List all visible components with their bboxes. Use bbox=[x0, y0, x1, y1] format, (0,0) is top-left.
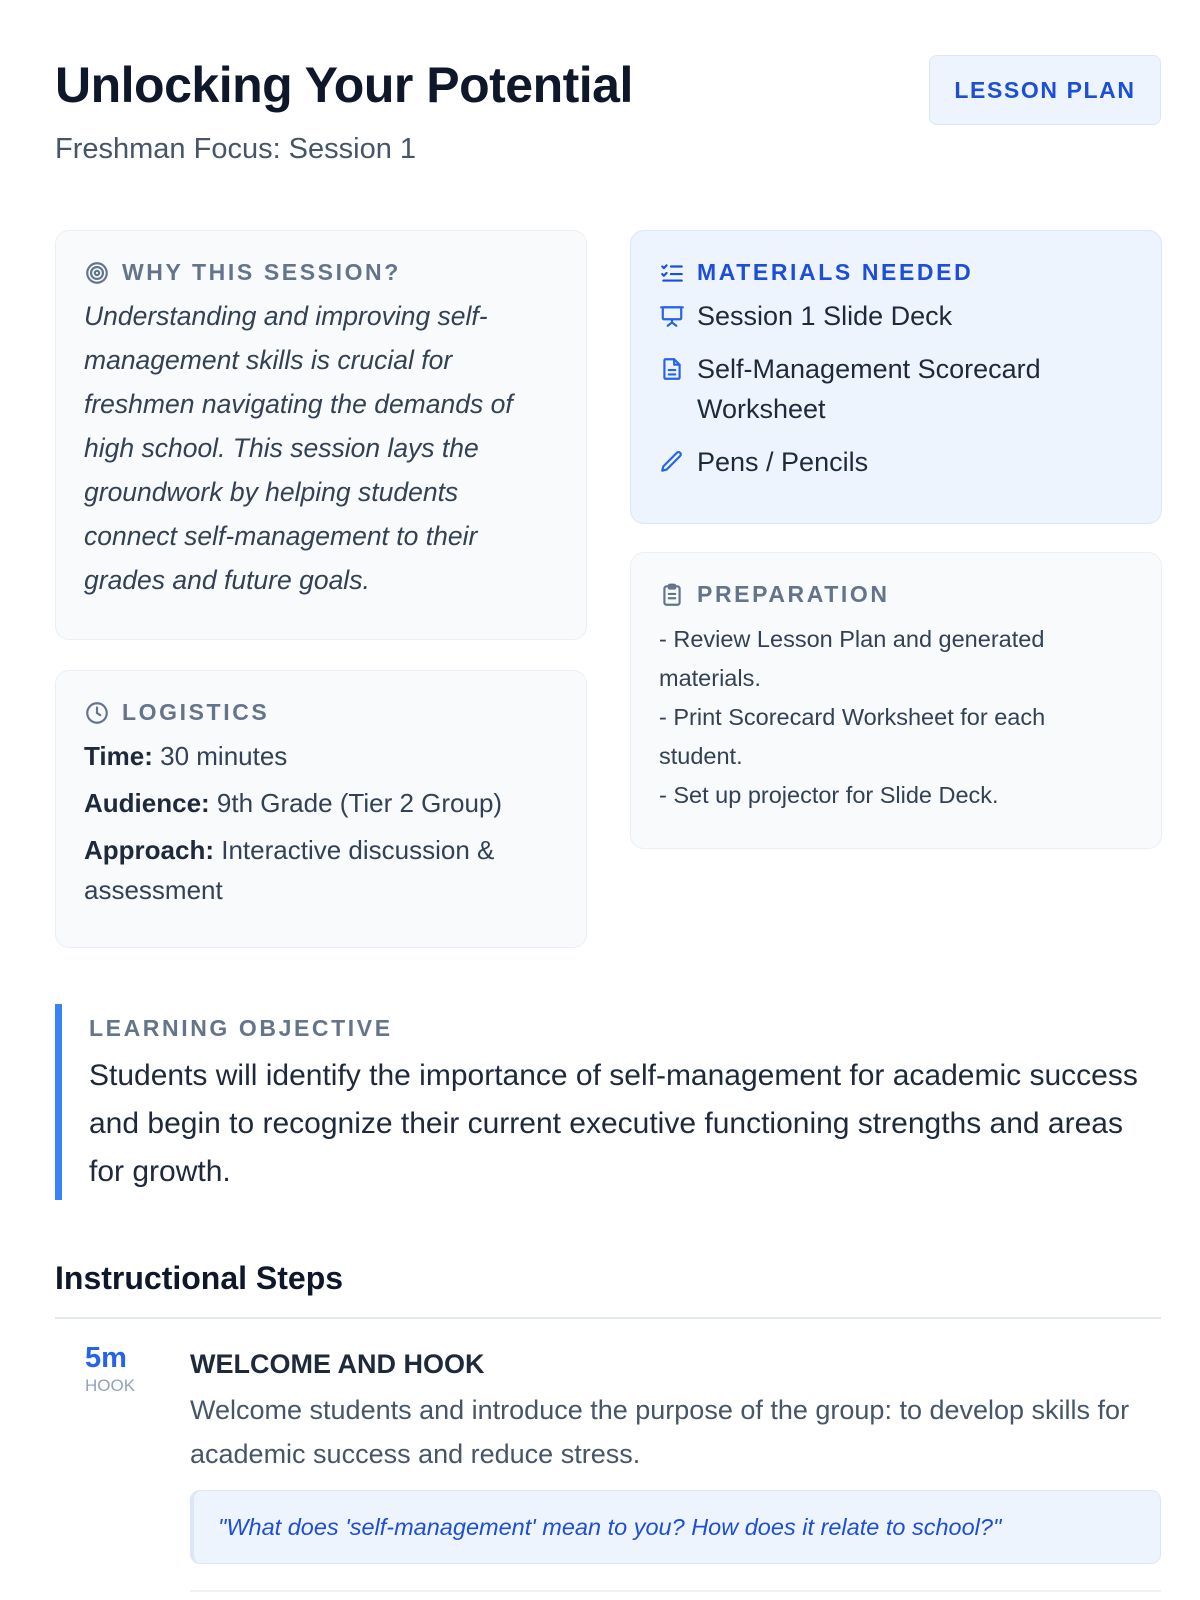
why-session-heading-label: WHY THIS SESSION? bbox=[122, 259, 401, 285]
learning-objective-text: Students will identify the importance of self-management for academic success and begin to recognize their current executive functioning strengths and areas for growth. bbox=[89, 1059, 1138, 1188]
logistics-heading-label: LOGISTICS bbox=[122, 699, 270, 725]
preparation-line: - Set up projector for Slide Deck. bbox=[659, 782, 999, 808]
logistics-audience bbox=[84, 783, 558, 823]
preparation-line: - Review Lesson Plan and generated bbox=[659, 626, 1045, 652]
presentation-icon bbox=[659, 303, 685, 329]
learning-objective bbox=[55, 1004, 1161, 1200]
preparation-line: student. bbox=[659, 743, 743, 769]
logistics-card bbox=[55, 670, 587, 948]
instructional-step bbox=[55, 1340, 1161, 1600]
why-session-heading bbox=[84, 259, 558, 286]
logistics-time-label: Time: bbox=[84, 741, 153, 771]
page-title: Unlocking Your Potential bbox=[55, 57, 633, 113]
material-item-label: Self-Management Scorecard Worksheet bbox=[697, 354, 1041, 424]
preparation-line: materials. bbox=[659, 665, 761, 691]
clock-icon bbox=[84, 700, 110, 726]
material-item bbox=[659, 349, 1133, 429]
step-duration-block bbox=[85, 1340, 135, 1396]
step-body bbox=[190, 1340, 1161, 1564]
logistics-audience-label: Audience: bbox=[84, 788, 210, 818]
logistics-time-value: 30 minutes bbox=[160, 741, 288, 771]
discussion-prompt: "What does 'self-management' mean to you? How does it relate to school?" bbox=[190, 1490, 1161, 1564]
logistics-audience-value: 9th Grade (Tier 2 Group) bbox=[216, 788, 503, 818]
target-icon bbox=[84, 260, 110, 286]
step-title: WELCOME AND HOOK bbox=[190, 1349, 485, 1379]
document-icon bbox=[659, 356, 685, 382]
page-header bbox=[55, 55, 1161, 175]
preparation-heading-label: PREPARATION bbox=[697, 581, 890, 607]
logistics-approach-label: Approach: bbox=[84, 835, 214, 865]
preparation-card bbox=[630, 552, 1162, 849]
material-item-label: Pens / Pencils bbox=[697, 447, 869, 477]
material-item-label: Session 1 Slide Deck bbox=[697, 301, 953, 331]
materials-card bbox=[630, 230, 1162, 524]
step-description: Welcome students and introduce the purpose of the group: to develop skills for academic success and reduce stress. bbox=[190, 1395, 1130, 1469]
logistics-time bbox=[84, 736, 558, 776]
preparation-line: - Print Scorecard Worksheet for each bbox=[659, 704, 1046, 730]
checklist-icon bbox=[659, 260, 685, 286]
step-duration: 5m bbox=[85, 1342, 127, 1374]
why-session-body: Understanding and improving self-management skills is crucial for freshmen navigating the demands of high school. This session lays the groundwork by helping students connect self-management to their grades and future goals. bbox=[84, 301, 513, 595]
materials-heading-label: MATERIALS NEEDED bbox=[697, 259, 974, 285]
material-item bbox=[659, 296, 1133, 336]
materials-heading bbox=[659, 259, 1133, 286]
logistics-approach bbox=[84, 830, 558, 910]
page-subtitle: Freshman Focus: Session 1 bbox=[55, 133, 417, 165]
step-kind: HOOK bbox=[85, 1376, 136, 1395]
section-divider bbox=[55, 1317, 1161, 1319]
preparation-heading bbox=[659, 581, 1133, 608]
logistics-approach-value: Interactive discussion & assessment bbox=[84, 835, 495, 905]
step-divider bbox=[190, 1590, 1161, 1592]
pencil-icon bbox=[659, 449, 685, 475]
instructional-steps-title: Instructional Steps bbox=[55, 1260, 344, 1296]
lesson-plan-badge: LESSON PLAN bbox=[929, 55, 1161, 125]
why-session-card bbox=[55, 230, 587, 640]
clipboard-icon bbox=[659, 582, 685, 608]
logistics-heading bbox=[84, 699, 558, 726]
learning-objective-label: LEARNING OBJECTIVE bbox=[89, 1015, 393, 1041]
material-item bbox=[659, 442, 1133, 482]
